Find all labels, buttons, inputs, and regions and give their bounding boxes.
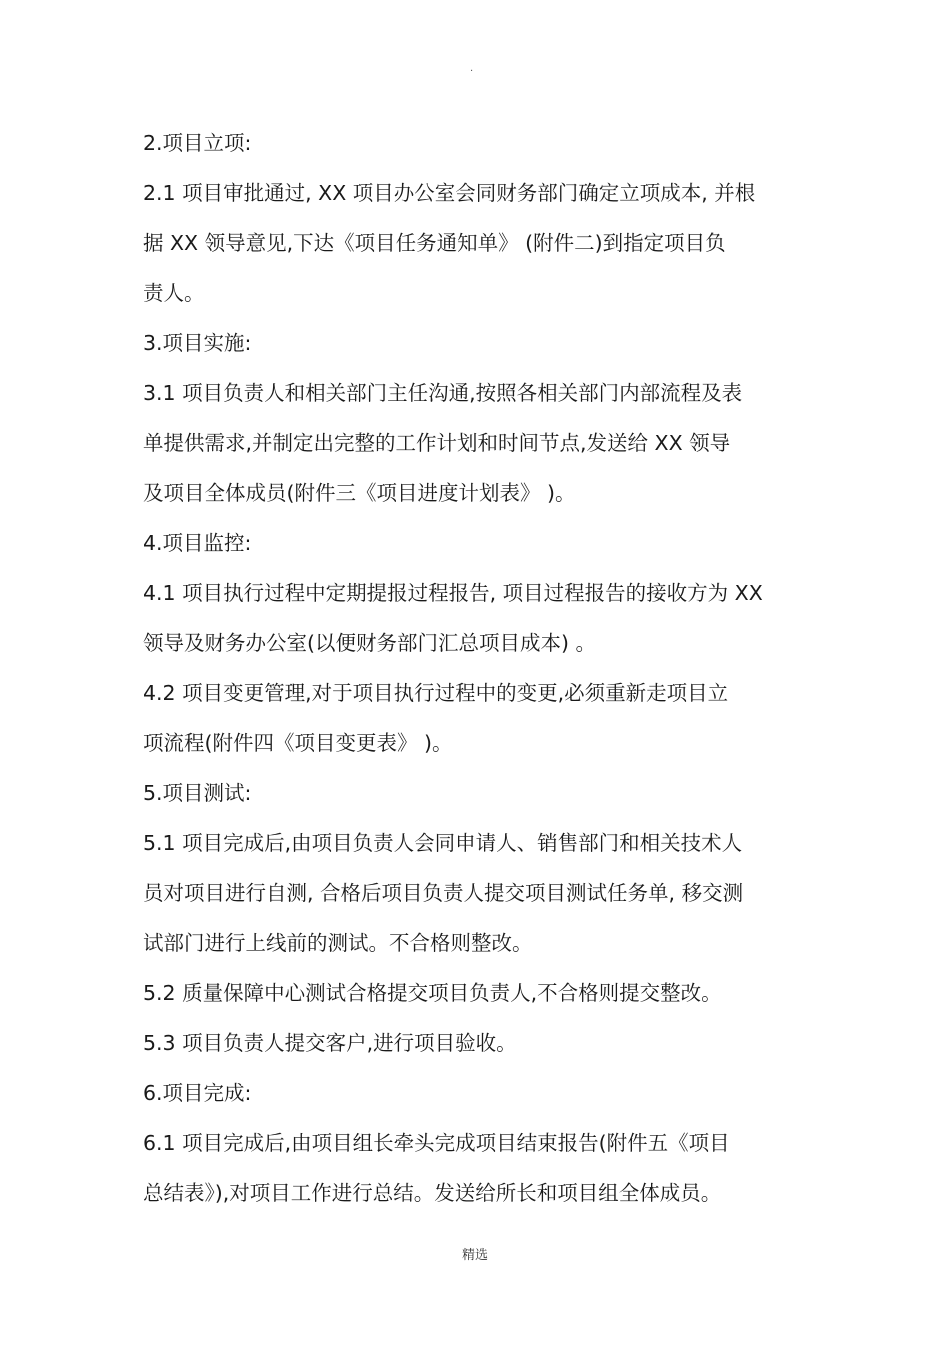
paragraph-line: 据 XX 领导意见,下达《项目任务通知单》 (附件二)到指定项目负 [143, 231, 726, 255]
paragraph-line: 领导及财务办公室(以便财务部门汇总项目成本) 。 [143, 631, 597, 655]
heading-project-completion: 6.项目完成: [143, 1081, 252, 1105]
paragraph-line: 试部门进行上线前的测试。不合格则整改。 [143, 931, 533, 955]
paragraph-line: 4.1 项目执行过程中定期提报过程报告, 项目过程报告的接收方为 XX [143, 581, 763, 605]
page-footer: 精选 [461, 1248, 488, 1263]
heading-project-initiation: 2.项目立项: [143, 131, 252, 155]
paragraph-line: 4.2 项目变更管理,对于项目执行过程中的变更,必须重新走项目立 [143, 681, 729, 705]
paragraph-line: 3.1 项目负责人和相关部门主任沟通,按照各相关部门内部流程及表 [143, 381, 743, 405]
document-body [143, 118, 813, 1218]
paragraph-line: 及项目全体成员(附件三《项目进度计划表》 )。 [143, 481, 576, 505]
heading-project-testing: 5.项目测试: [143, 781, 252, 805]
paragraph-line: 5.3 项目负责人提交客户,进行项目验收。 [143, 1031, 517, 1055]
paragraph-line: 项流程(附件四《项目变更表》 )。 [143, 731, 453, 755]
paragraph-line: 总结表》),对项目工作进行总结。发送给所长和项目组全体成员。 [143, 1181, 722, 1205]
paragraph-line: 单提供需求,并制定出完整的工作计划和时间节点,发送给 XX 领导 [143, 431, 731, 455]
paragraph-line: 5.2 质量保障中心测试合格提交项目负责人,不合格则提交整改。 [143, 981, 722, 1005]
heading-project-implementation: 3.项目实施: [143, 331, 252, 355]
paragraph-line: 员对项目进行自测, 合格后项目负责人提交项目测试任务单, 移交测 [143, 881, 744, 905]
paragraph-line: 2.1 项目审批通过, XX 项目办公室会同财务部门确定立项成本, 并根 [143, 181, 756, 205]
page-top-mark: · [470, 66, 474, 77]
paragraph-line: 6.1 项目完成后,由项目组长牵头完成项目结束报告(附件五《项目 [143, 1131, 730, 1155]
paragraph-line: 责人。 [143, 281, 205, 305]
paragraph-line: 5.1 项目完成后,由项目负责人会同申请人、销售部门和相关技术人 [143, 831, 743, 855]
heading-project-monitoring: 4.项目监控: [143, 531, 252, 555]
